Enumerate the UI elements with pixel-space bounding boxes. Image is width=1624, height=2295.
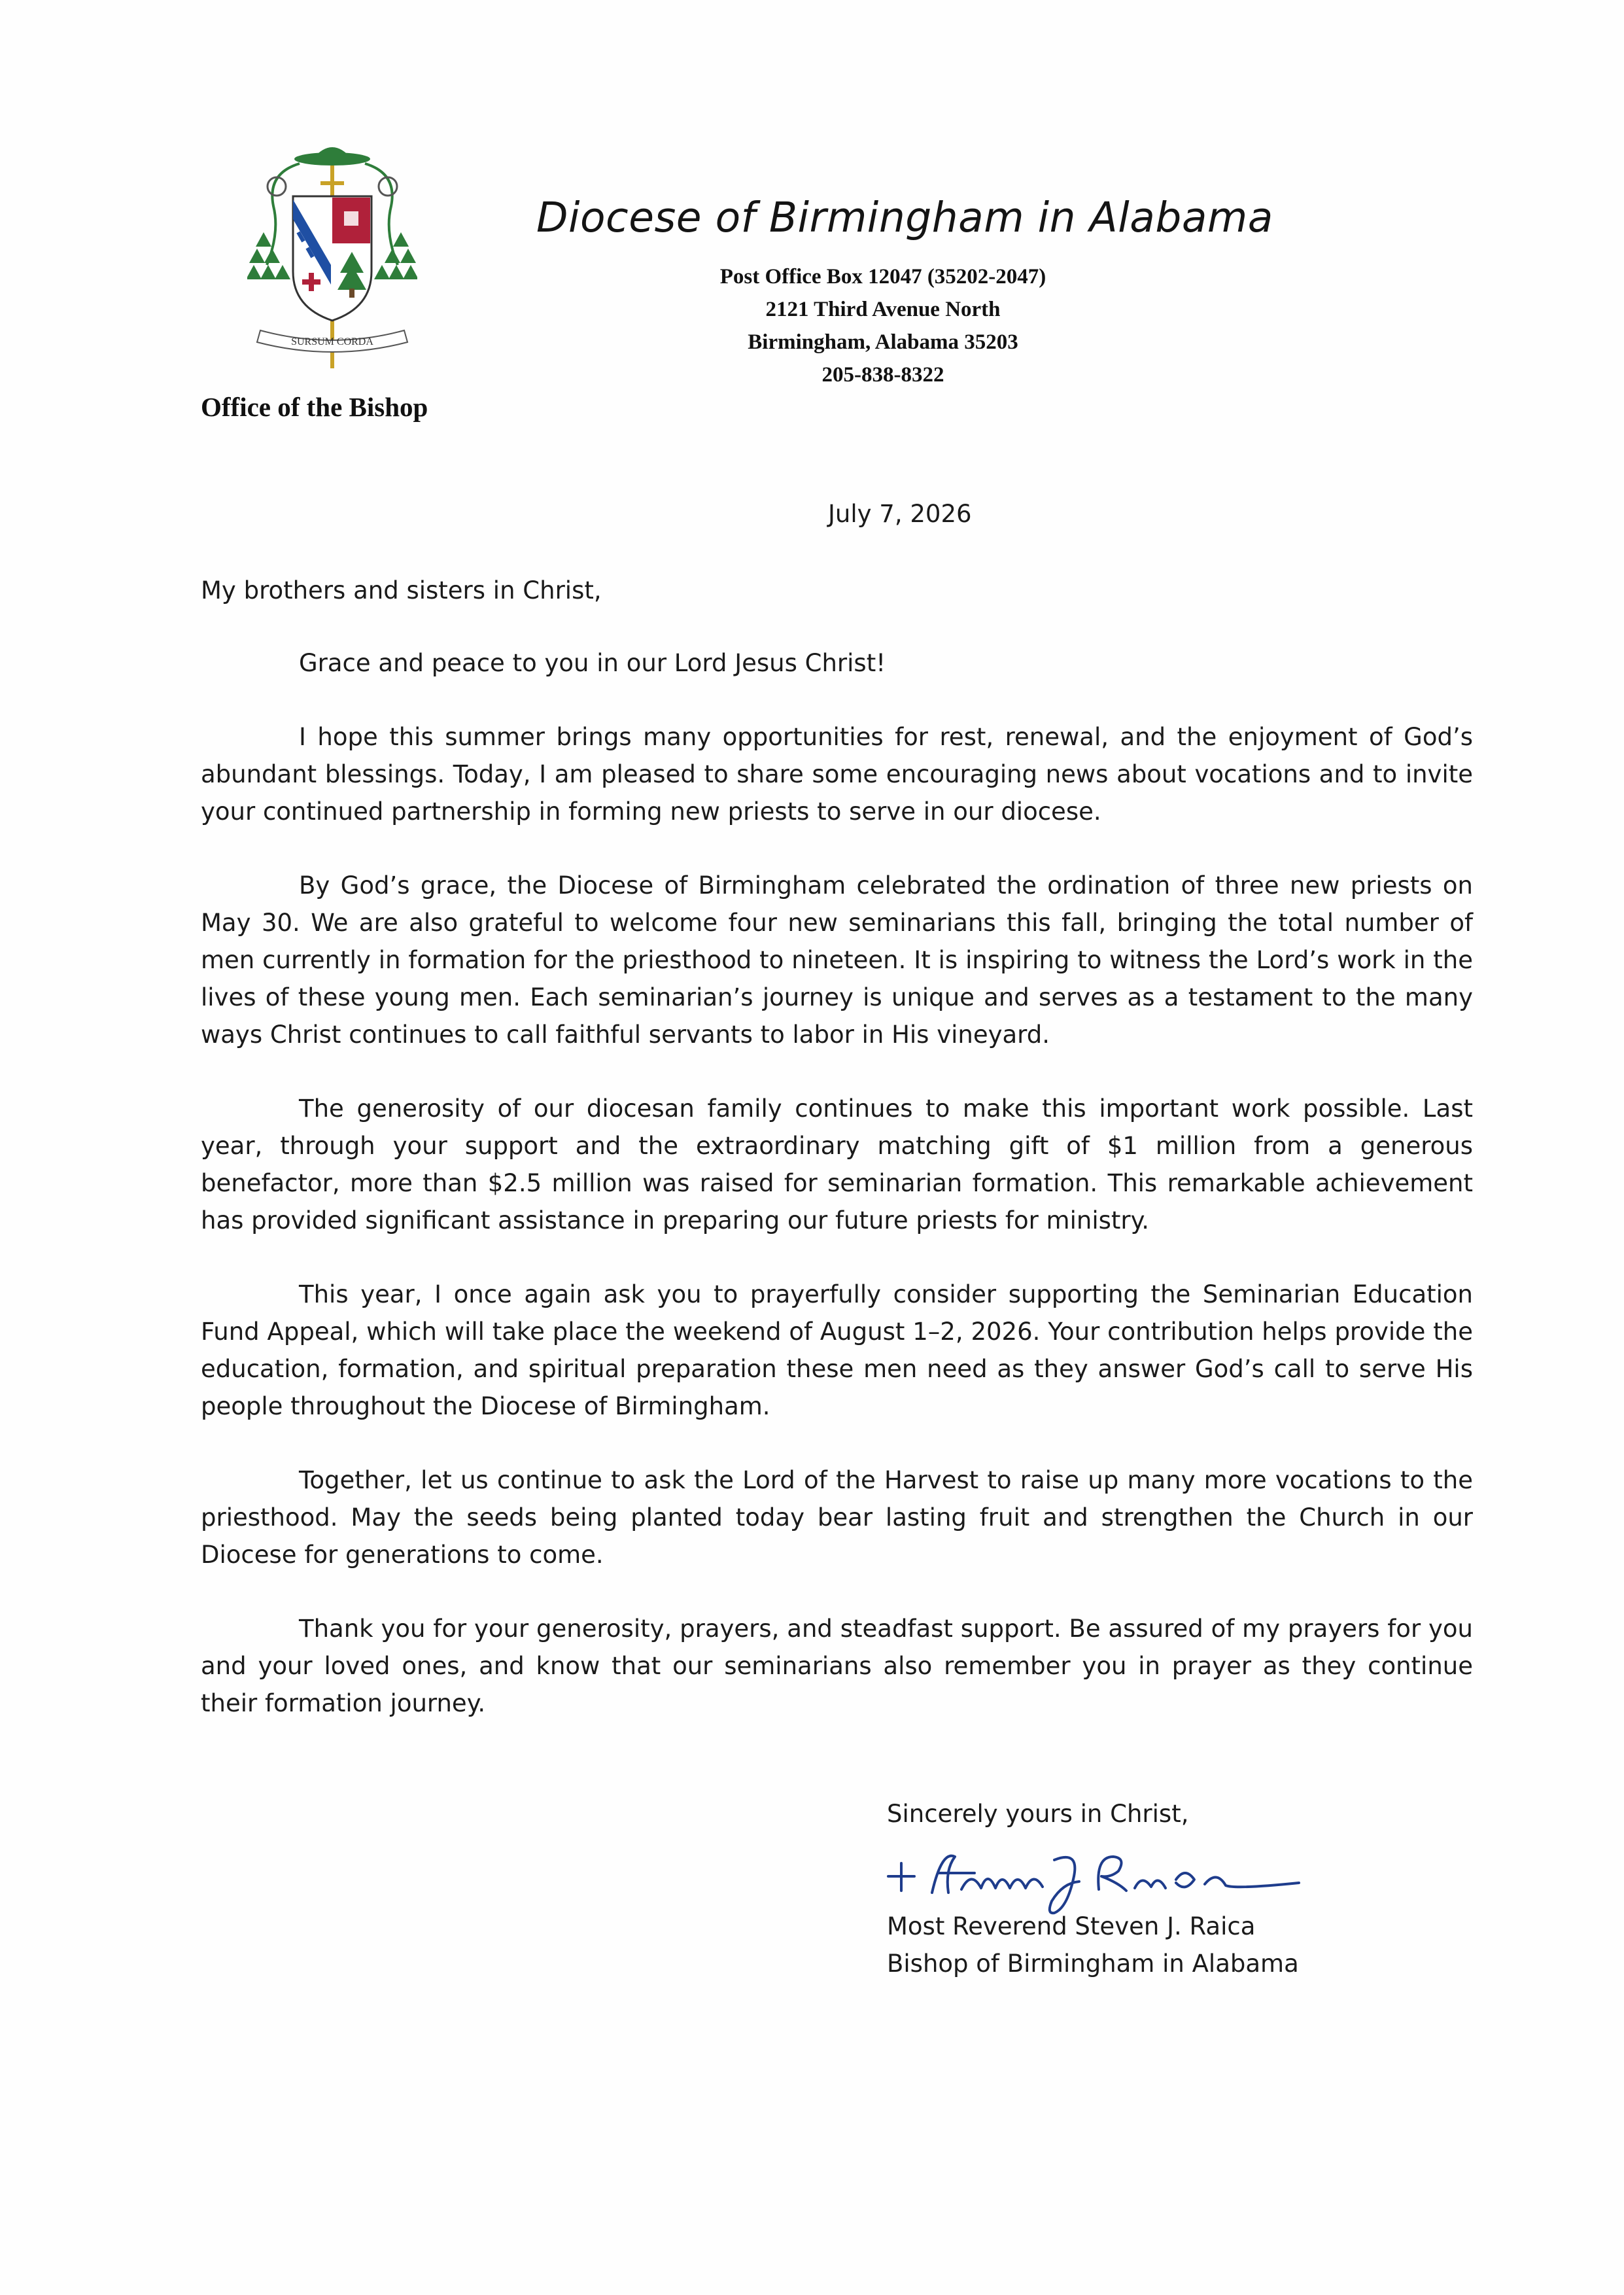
paragraph: By God’s grace, the Diocese of Birmingham celebrated the ordination of three new priests on May 30. We are also grateful to welcome four new seminarians this fall, bringing the total number of men currently in formation for the priesthood to nineteen. It is inspiring to witness the Lord’s work in the lives of these young men. Each seminarian’s journey is unique and serves as a testament to the many ways Christ continues to call faithful servants to labor in His vineyard. <box>201 871 1473 1049</box>
address-city: Birmingham, Alabama 35203 <box>748 330 1018 354</box>
office-label: Office of the Bishop <box>201 392 428 422</box>
diocese-name: Diocese of Birmingham in Alabama <box>536 194 1273 241</box>
paragraph: This year, I once again ask you to prayerfully consider supporting the Seminarian Education Fund Appeal, which will take place the weekend of August 1–2, 2026. Your contribution helps provide the education, formation, and spiritual preparation these men need as they answer God’s call to serve His people throughout the Diocese of Birmingham. <box>201 1280 1473 1420</box>
signer-name: Most Reverend Steven J. Raica <box>887 1912 1256 1940</box>
address-street: 2121 Third Avenue North <box>765 298 1001 321</box>
paragraph: Thank you for your generosity, prayers, and steadfast support. Be assured of my prayers for you and your loved ones, and know that our seminarians also remember you in prayer as they continue their formation journey. <box>201 1615 1473 1717</box>
coat-of-arms-icon <box>247 134 417 370</box>
signer-title: Bishop of Birmingham in Alabama <box>887 1950 1299 1978</box>
address-block <box>700 260 1066 391</box>
closing: Sincerely yours in Christ, <box>887 1800 1189 1828</box>
letter-body <box>201 644 1473 1759</box>
letter-date: July 7, 2026 <box>828 500 972 528</box>
address-po-box: Post Office Box 12047 (35202-2047) <box>719 265 1046 289</box>
signer-block <box>887 1908 1299 1982</box>
paragraph: The generosity of our diocesan family continues to make this important work possible. Last year, through your support and the extraordinary matching gift of $1 million from a generous benefactor, more than $2.5 million was raised for seminarian formation. This remarkable achievement has provided significant assistance in preparing our future priests for ministry. <box>201 1095 1473 1235</box>
paragraph: Grace and peace to you in our Lord Jesus Christ! <box>299 649 886 677</box>
paragraph: Together, let us continue to ask the Lord of the Harvest to raise up many more vocations to the priesthood. May the seeds being planted today bear lasting fruit and strengthen the Church in our Diocese for generations to come. <box>201 1466 1473 1569</box>
motto-text: SURSUM CORDA <box>291 336 373 347</box>
salutation: My brothers and sisters in Christ, <box>201 576 602 604</box>
paragraph: I hope this summer brings many opportunities for rest, renewal, and the enjoyment of God’s abundant blessings. Today, I am pleased to share some encouraging news about vocations and to invite your continued partnership in forming new priests to serve in our diocese. <box>201 723 1473 826</box>
address-phone: 205-838-8322 <box>821 363 944 387</box>
